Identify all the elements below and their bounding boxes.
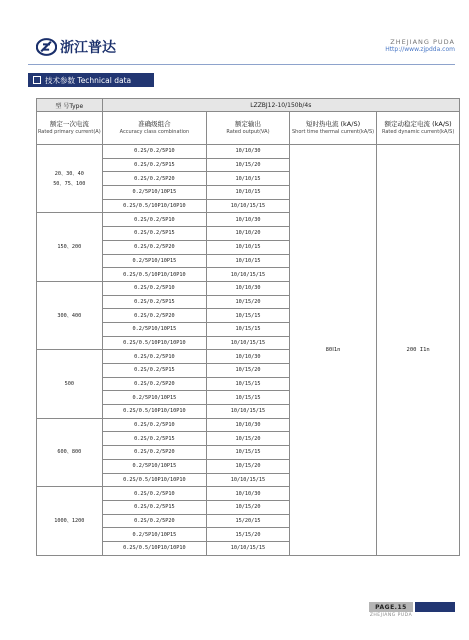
- output-cell: 10/15/15: [207, 391, 290, 405]
- output-cell: 10/15/20: [207, 364, 290, 378]
- output-cell: 10/15/15: [207, 446, 290, 460]
- accuracy-cell: 0.2S/0.5/10P10/10P10: [102, 268, 207, 282]
- primary-current-cell: 1000、1200: [37, 487, 103, 555]
- output-cell: 15/20/15: [207, 514, 290, 528]
- accuracy-cell: 0.2S/0.2/5P15: [102, 158, 207, 172]
- output-cell: 10/10/15/15: [207, 541, 290, 555]
- accuracy-cell: 0.2S/0.2/5P10: [102, 145, 207, 159]
- output-cell: 10/10/30: [207, 350, 290, 364]
- primary-current-cell: 600、800: [37, 418, 103, 486]
- primary-current-header-en: Rated primary current(A): [37, 129, 101, 135]
- primary-current-header-zh: 额定一次电流: [49, 120, 89, 128]
- output-cell: 10/10/15/15: [207, 473, 290, 487]
- header-divider: [28, 64, 455, 65]
- output-cell: 10/10/15: [207, 254, 290, 268]
- accuracy-cell: 0.2S/0.2/5P15: [102, 500, 207, 514]
- technical-data-table: [36, 98, 460, 556]
- primary-current-header: [37, 112, 103, 145]
- output-header-en: Rated output(VA): [226, 129, 270, 135]
- accuracy-cell: 0.2S/0.2/5P20: [102, 446, 207, 460]
- dynamic-current-cell: 200 I1n: [377, 145, 460, 556]
- accuracy-cell: 0.2S/0.2/5P10: [102, 418, 207, 432]
- logo-text: 浙江普达: [60, 40, 116, 56]
- checkbox-square-icon: [33, 76, 41, 84]
- accuracy-cell: 0.2S/0.5/10P10/10P10: [102, 405, 207, 419]
- output-cell: 10/15/20: [207, 295, 290, 309]
- output-cell: 10/15/15: [207, 377, 290, 391]
- accuracy-cell: 0.2S/0.2/5P20: [102, 172, 207, 186]
- accuracy-cell: 0.2S/0.2/5P20: [102, 377, 207, 391]
- accuracy-cell: 0.2S/0.2/5P10: [102, 213, 207, 227]
- thermal-header-en: Short time thermal current(kA/S): [291, 129, 375, 135]
- output-cell: 10/10/15/15: [207, 336, 290, 350]
- thermal-header: [289, 112, 377, 145]
- output-cell: 10/10/15: [207, 186, 290, 200]
- accuracy-cell: 0.2/5P10/10P15: [102, 322, 207, 336]
- thermal-header-zh: 短时热电流 (kA/S): [305, 120, 361, 128]
- output-cell: 10/15/20: [207, 432, 290, 446]
- output-cell: 10/10/15/15: [207, 199, 290, 213]
- thermal-current-cell: 80Ⅰ1n: [289, 145, 377, 556]
- accuracy-cell: 0.2S/0.5/10P10/10P10: [102, 473, 207, 487]
- accuracy-cell: 0.2S/0.2/5P10: [102, 350, 207, 364]
- logo-mark-icon: [36, 37, 57, 57]
- accuracy-cell: 0.2S/0.2/5P15: [102, 295, 207, 309]
- output-cell: 10/10/15/15: [207, 268, 290, 282]
- output-cell: 10/10/30: [207, 213, 290, 227]
- company-logo: [36, 36, 116, 58]
- output-header: [207, 112, 290, 145]
- accuracy-cell: 0.2S/0.5/10P10/10P10: [102, 541, 207, 555]
- dynamic-header-zh: 额定动稳定电流 (kA/S): [384, 120, 452, 128]
- accuracy-header-en: Accuracy class combination: [119, 129, 190, 135]
- accuracy-cell: 0.2/5P10/10P15: [102, 254, 207, 268]
- primary-current-cell: 500: [37, 350, 103, 418]
- output-cell: 10/10/15/15: [207, 405, 290, 419]
- column-header-row: [37, 112, 460, 145]
- table-row: [37, 145, 460, 159]
- accuracy-cell: 0.2/5P10/10P15: [102, 528, 207, 542]
- output-cell: 10/15/15: [207, 309, 290, 323]
- output-cell: 10/10/20: [207, 227, 290, 241]
- accuracy-header: [102, 112, 207, 145]
- output-cell: 10/10/30: [207, 281, 290, 295]
- primary-current-cell: 150、200: [37, 213, 103, 281]
- accuracy-cell: 0.2S/0.2/5P20: [102, 309, 207, 323]
- accuracy-cell: 0.2S/0.5/10P10/10P10: [102, 199, 207, 213]
- page-company-name: ZHEJIANG PUDA: [369, 613, 413, 618]
- primary-current-cell: 20、30、40 50、75、100: [37, 145, 103, 213]
- type-label: 型 号Type: [37, 99, 103, 112]
- accuracy-cell: 0.2S/0.2/5P15: [102, 364, 207, 378]
- page-number-box: [369, 602, 413, 612]
- output-cell: 10/15/20: [207, 500, 290, 514]
- output-cell: 10/10/15: [207, 240, 290, 254]
- output-cell: 10/10/15: [207, 172, 290, 186]
- output-cell: 10/15/20: [207, 459, 290, 473]
- output-cell: 10/15/15: [207, 322, 290, 336]
- output-cell: 10/10/30: [207, 145, 290, 159]
- accuracy-cell: 0.2/5P10/10P15: [102, 186, 207, 200]
- section-header: [28, 73, 154, 87]
- output-cell: 10/15/20: [207, 158, 290, 172]
- company-info: [385, 38, 455, 53]
- accuracy-cell: 0.2/5P10/10P15: [102, 459, 207, 473]
- accuracy-cell: 0.2S/0.2/5P15: [102, 227, 207, 241]
- output-cell: 15/15/20: [207, 528, 290, 542]
- accuracy-cell: 0.2S/0.2/5P20: [102, 240, 207, 254]
- accuracy-cell: 0.2S/0.5/10P10/10P10: [102, 336, 207, 350]
- output-header-zh: 额定输出: [234, 120, 261, 128]
- page-accent-bar: [415, 602, 455, 612]
- page-number: PAGE.15: [375, 603, 407, 611]
- model-number: LZZBJ12-10/150b/4s: [102, 99, 459, 112]
- section-title: 技术参数 Technical data: [45, 75, 132, 85]
- output-cell: 10/10/30: [207, 418, 290, 432]
- company-url[interactable]: Http://www.zjpdda.com: [385, 46, 455, 53]
- accuracy-cell: 0.2S/0.2/5P20: [102, 514, 207, 528]
- primary-current-cell: 300、400: [37, 281, 103, 349]
- accuracy-cell: 0.2/5P10/10P15: [102, 391, 207, 405]
- accuracy-cell: 0.2S/0.2/5P15: [102, 432, 207, 446]
- accuracy-cell: 0.2S/0.2/5P10: [102, 281, 207, 295]
- type-row: [37, 99, 460, 112]
- accuracy-cell: 0.2S/0.2/5P10: [102, 487, 207, 501]
- company-name: ZHEJIANG PUDA: [390, 38, 455, 46]
- dynamic-header-en: Rated dynamic current(kA/S): [381, 129, 455, 135]
- output-cell: 10/10/30: [207, 487, 290, 501]
- table-body: [37, 145, 460, 556]
- dynamic-header: [377, 112, 460, 145]
- accuracy-header-zh: 准确级组合: [138, 120, 171, 128]
